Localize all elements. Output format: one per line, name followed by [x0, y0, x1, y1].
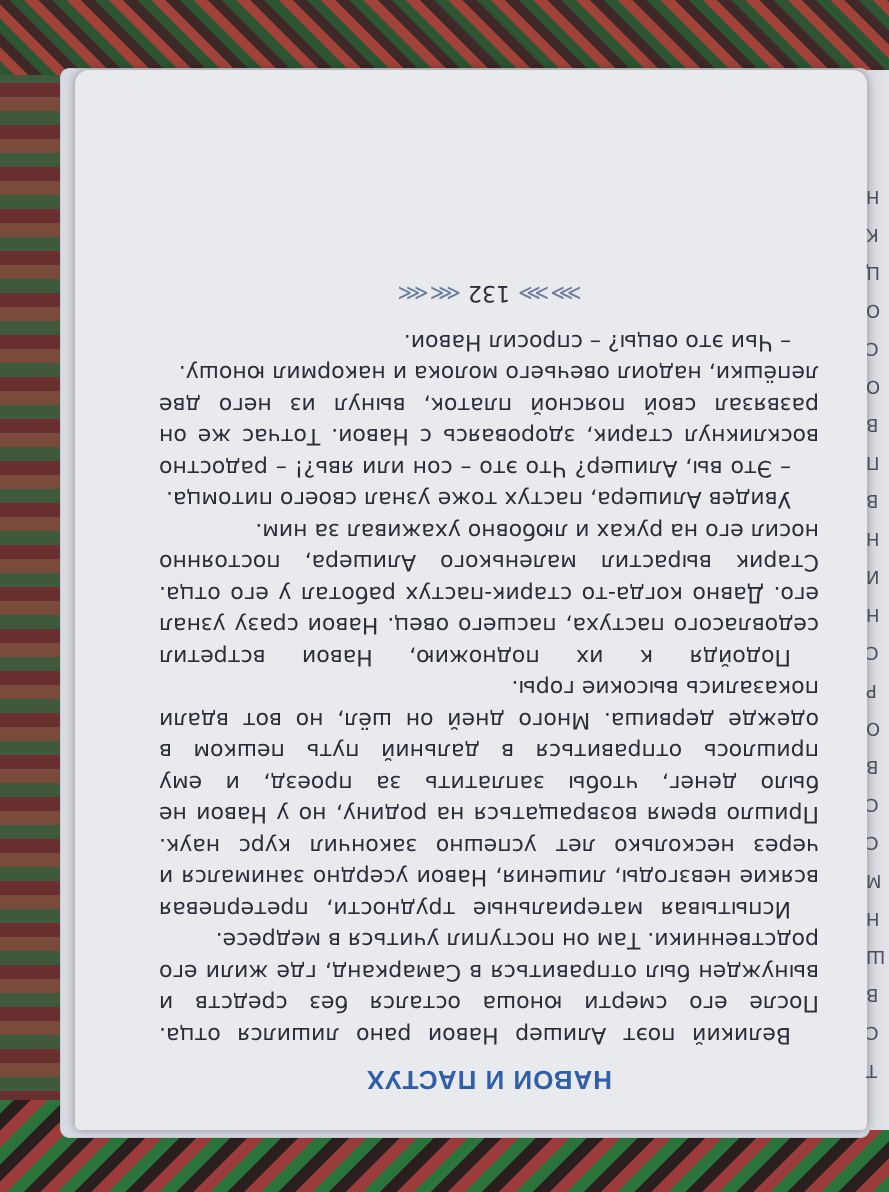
paragraph: Испытывая материальные трудности, претерпевая всякие невзгоды, лишения, Навои усердно занимался и через несколько лет успешно закончил курс наук. Пришло время возвращаться на родину, но у Навои не было денег, чтобы заплатить за проезд, и ему пришлось отправиться в дальний путь пешком в одежде дервиша. Много дней он шёл, но вот вдали показались высокие горы. — [159, 675, 819, 921]
edge-letter: Н — [866, 186, 880, 207]
edge-letter: О — [866, 376, 881, 397]
paragraph: – Чьи это овцы? – спросил Навои. — [403, 329, 791, 354]
edge-letter: М — [866, 870, 882, 891]
edge-letter: П — [866, 452, 880, 473]
page-text-block — [159, 281, 819, 1096]
page-number: 132 — [468, 280, 510, 306]
edge-letter: С — [866, 794, 879, 815]
paragraph: Великий поэт Алишер Навои рано лишился отца. После его смерти юноша остался без средств и вынужден был отправиться в Самарканд, где жили его родственники. Там он поступил учиться в медресе. — [159, 927, 819, 1047]
edge-letter: Р — [866, 680, 877, 701]
page-number-footer — [159, 281, 819, 306]
edge-letter: С — [866, 1022, 879, 1043]
edge-letter: Н — [866, 604, 880, 625]
edge-letter: В — [866, 490, 879, 511]
edge-letter: С — [866, 832, 879, 853]
edge-letter: Ш — [866, 946, 886, 967]
edge-letter: Н — [866, 528, 880, 549]
edge-letter: С — [866, 338, 879, 359]
paragraph: Подойдя к их подножию, Навои встретил седовласого пастуха, пасшего овец. Навои сразу узнал его. Давно когда-то старик-пастух работал у его отца. Старик вырастил маленького Алишера, постоянно носил его на руках и любовно ухаживал за ним. — [159, 518, 819, 669]
paragraph: – Это вы, Алишер? Что это – сон или явь?! – радостно воскликнул старик, здороваясь с Навои. Тотчас же он развязал свой поясной платок, вынул из него две лепёшки, надоил овечьего молока и накормил юношу. — [159, 360, 819, 480]
edge-letter: В — [866, 414, 879, 435]
ornament-right-icon: ⋘⋘ — [396, 280, 461, 306]
edge-letter: О — [866, 718, 881, 739]
edge-letter: В — [866, 984, 879, 1005]
edge-letter: О — [866, 300, 881, 321]
edge-letter: Н — [866, 908, 880, 929]
ornament-left-icon: ⋙⋙ — [517, 280, 582, 306]
edge-letter: С — [866, 642, 879, 663]
edge-letter: Ц — [866, 262, 880, 283]
page-content-rotated — [83, 70, 859, 1130]
edge-letter: В — [866, 756, 879, 777]
carpet-background-top — [0, 0, 889, 75]
edge-letter: И — [866, 566, 880, 587]
book-page — [75, 70, 867, 1130]
edge-letter: К — [866, 224, 879, 245]
paragraph: Увидев Алишера, пастух тоже узнал своего питомца. — [165, 486, 791, 512]
edge-letter: Т — [866, 1060, 877, 1081]
story-title: НАВОИ И ПАСТУХ — [365, 1065, 613, 1095]
